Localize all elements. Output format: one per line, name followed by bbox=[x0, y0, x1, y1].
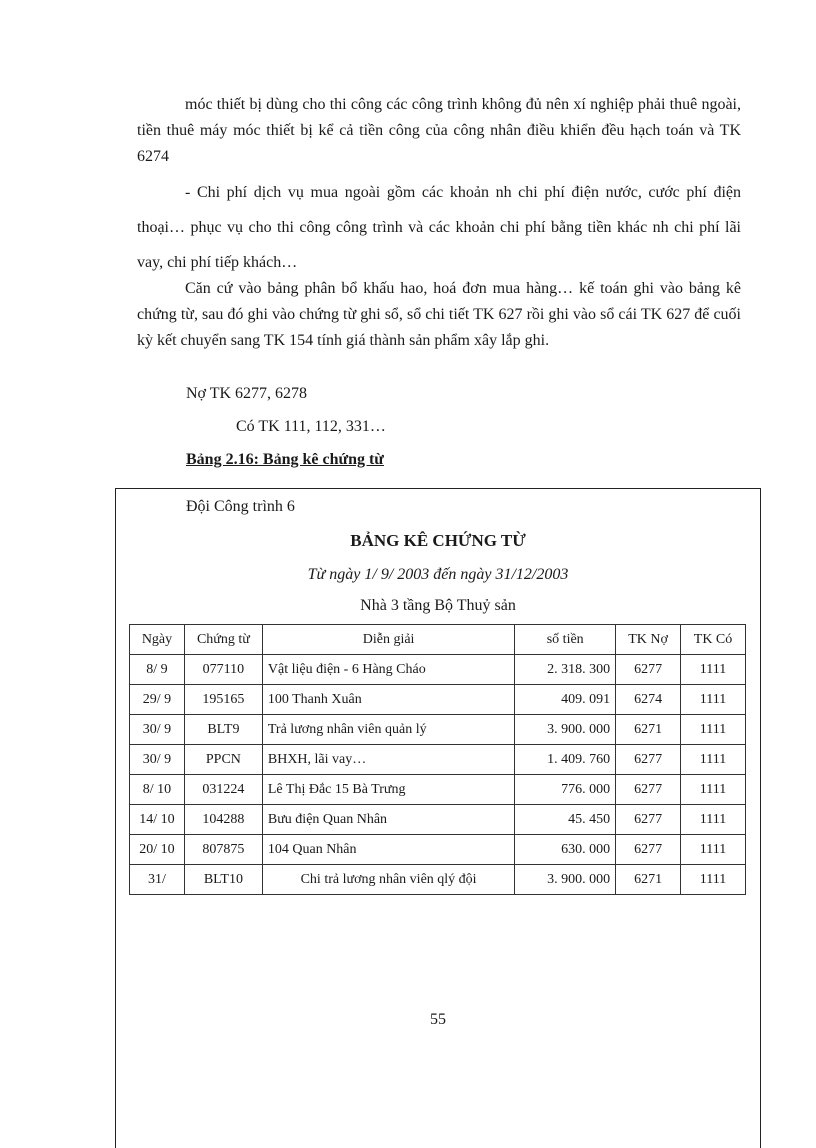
cell-amount: 2. 318. 300 bbox=[515, 655, 616, 685]
paragraph-recording-procedure: Căn cứ vào bảng phân bổ khấu hao, hoá đơn mua hàng… kế toán ghi vào bảng kê chứng từ, sau đó ghi vào chứng từ ghi sổ, sổ chi tiết TK 627 rồi ghi vào sổ cái TK 627 để cuối kỳ kết chuyển sang TK 154 tính giá thành sản phẩm xây lắp ghi. bbox=[137, 280, 741, 349]
cell-description: Bưu điện Quan Nhân bbox=[262, 805, 514, 835]
cell-date: 20/ 10 bbox=[130, 835, 185, 865]
cell-credit-account: 1111 bbox=[681, 745, 746, 775]
cell-description: 104 Quan Nhân bbox=[262, 835, 514, 865]
cell-voucher: 031224 bbox=[184, 775, 262, 805]
cell-date: 8/ 10 bbox=[130, 775, 185, 805]
credit-entry-line: Có TK 111, 112, 331… bbox=[236, 418, 386, 435]
cell-voucher: BLT9 bbox=[184, 715, 262, 745]
header-voucher: Chứng từ bbox=[184, 625, 262, 655]
cell-debit-account: 6277 bbox=[616, 745, 681, 775]
page-number: 55 bbox=[430, 1011, 446, 1028]
cell-credit-account: 1111 bbox=[681, 655, 746, 685]
cell-debit-account: 6277 bbox=[616, 655, 681, 685]
statement-title: BẢNG KÊ CHỨNG TỪ bbox=[350, 531, 526, 550]
cell-description: 100 Thanh Xuân bbox=[262, 685, 514, 715]
header-debit-account: TK Nợ bbox=[616, 625, 681, 655]
table-row bbox=[130, 865, 746, 895]
cell-date: 8/ 9 bbox=[130, 655, 185, 685]
cell-debit-account: 6271 bbox=[616, 865, 681, 895]
header-description: Diễn giải bbox=[262, 625, 514, 655]
cell-amount: 45. 450 bbox=[515, 805, 616, 835]
cell-credit-account: 1111 bbox=[681, 835, 746, 865]
cell-amount: 3. 900. 000 bbox=[515, 865, 616, 895]
cell-date: 30/ 9 bbox=[130, 715, 185, 745]
statement-period: Từ ngày 1/ 9/ 2003 đến ngày 31/12/2003 bbox=[307, 566, 569, 583]
table-row bbox=[130, 685, 746, 715]
paragraph-equipment-rental: móc thiết bị dùng cho thi công các công trình không đủ nên xí nghiệp phải thuê ngoài, tiền thuê máy móc thiết bị kể cả tiền công của công nhân điều khiển đều hạch toán và TK 6274 bbox=[137, 96, 741, 165]
cell-amount: 3. 900. 000 bbox=[515, 715, 616, 745]
cell-debit-account: 6277 bbox=[616, 775, 681, 805]
cell-description: BHXH, lãi vay… bbox=[262, 745, 514, 775]
cell-debit-account: 6274 bbox=[616, 685, 681, 715]
debit-entry-line: Nợ TK 6277, 6278 bbox=[186, 385, 308, 402]
voucher-table bbox=[129, 624, 746, 895]
cell-credit-account: 1111 bbox=[681, 715, 746, 745]
cell-amount: 409. 091 bbox=[515, 685, 616, 715]
cell-amount: 630. 000 bbox=[515, 835, 616, 865]
cell-amount: 1. 409. 760 bbox=[515, 745, 616, 775]
table-row bbox=[130, 835, 746, 865]
cell-voucher: 195165 bbox=[184, 685, 262, 715]
table-row bbox=[130, 805, 746, 835]
header-credit-account: TK Có bbox=[681, 625, 746, 655]
cell-credit-account: 1111 bbox=[681, 865, 746, 895]
table-row bbox=[130, 655, 746, 685]
table-header-row bbox=[130, 625, 746, 655]
unit-name: Đội Công trình 6 bbox=[186, 498, 295, 515]
table-row bbox=[130, 775, 746, 805]
cell-voucher: 077110 bbox=[184, 655, 262, 685]
cell-credit-account: 1111 bbox=[681, 775, 746, 805]
cell-credit-account: 1111 bbox=[681, 805, 746, 835]
cell-voucher: 807875 bbox=[184, 835, 262, 865]
cell-description: Chi trả lương nhân viên qlý đội bbox=[262, 865, 514, 895]
table-caption: Bảng 2.16: Bảng kê chứng từ bbox=[186, 451, 384, 468]
cell-date: 29/ 9 bbox=[130, 685, 185, 715]
project-name: Nhà 3 tầng Bộ Thuỷ sản bbox=[360, 597, 516, 614]
cell-date: 30/ 9 bbox=[130, 745, 185, 775]
cell-credit-account: 1111 bbox=[681, 685, 746, 715]
table-row bbox=[130, 745, 746, 775]
paragraph-outsourced-services: - Chi phí dịch vụ mua ngoài gồm các khoản nh chi phí điện nước, cước phí điện thoại… phục vụ cho thi công công trình và các khoản chi phí bằng tiền khác nh chi phí lãi vay, chi phí tiếp khách… bbox=[137, 184, 741, 271]
cell-voucher: BLT10 bbox=[184, 865, 262, 895]
header-amount: số tiền bbox=[515, 625, 616, 655]
cell-voucher: PPCN bbox=[184, 745, 262, 775]
cell-date: 14/ 10 bbox=[130, 805, 185, 835]
cell-debit-account: 6277 bbox=[616, 835, 681, 865]
header-date: Ngày bbox=[130, 625, 185, 655]
cell-voucher: 104288 bbox=[184, 805, 262, 835]
cell-description: Vật liệu điện - 6 Hàng Cháo bbox=[262, 655, 514, 685]
cell-debit-account: 6277 bbox=[616, 805, 681, 835]
cell-description: Lê Thị Đắc 15 Bà Trưng bbox=[262, 775, 514, 805]
cell-amount: 776. 000 bbox=[515, 775, 616, 805]
cell-debit-account: 6271 bbox=[616, 715, 681, 745]
table-row bbox=[130, 715, 746, 745]
cell-date: 31/ bbox=[130, 865, 185, 895]
cell-description: Trả lương nhân viên quản lý bbox=[262, 715, 514, 745]
